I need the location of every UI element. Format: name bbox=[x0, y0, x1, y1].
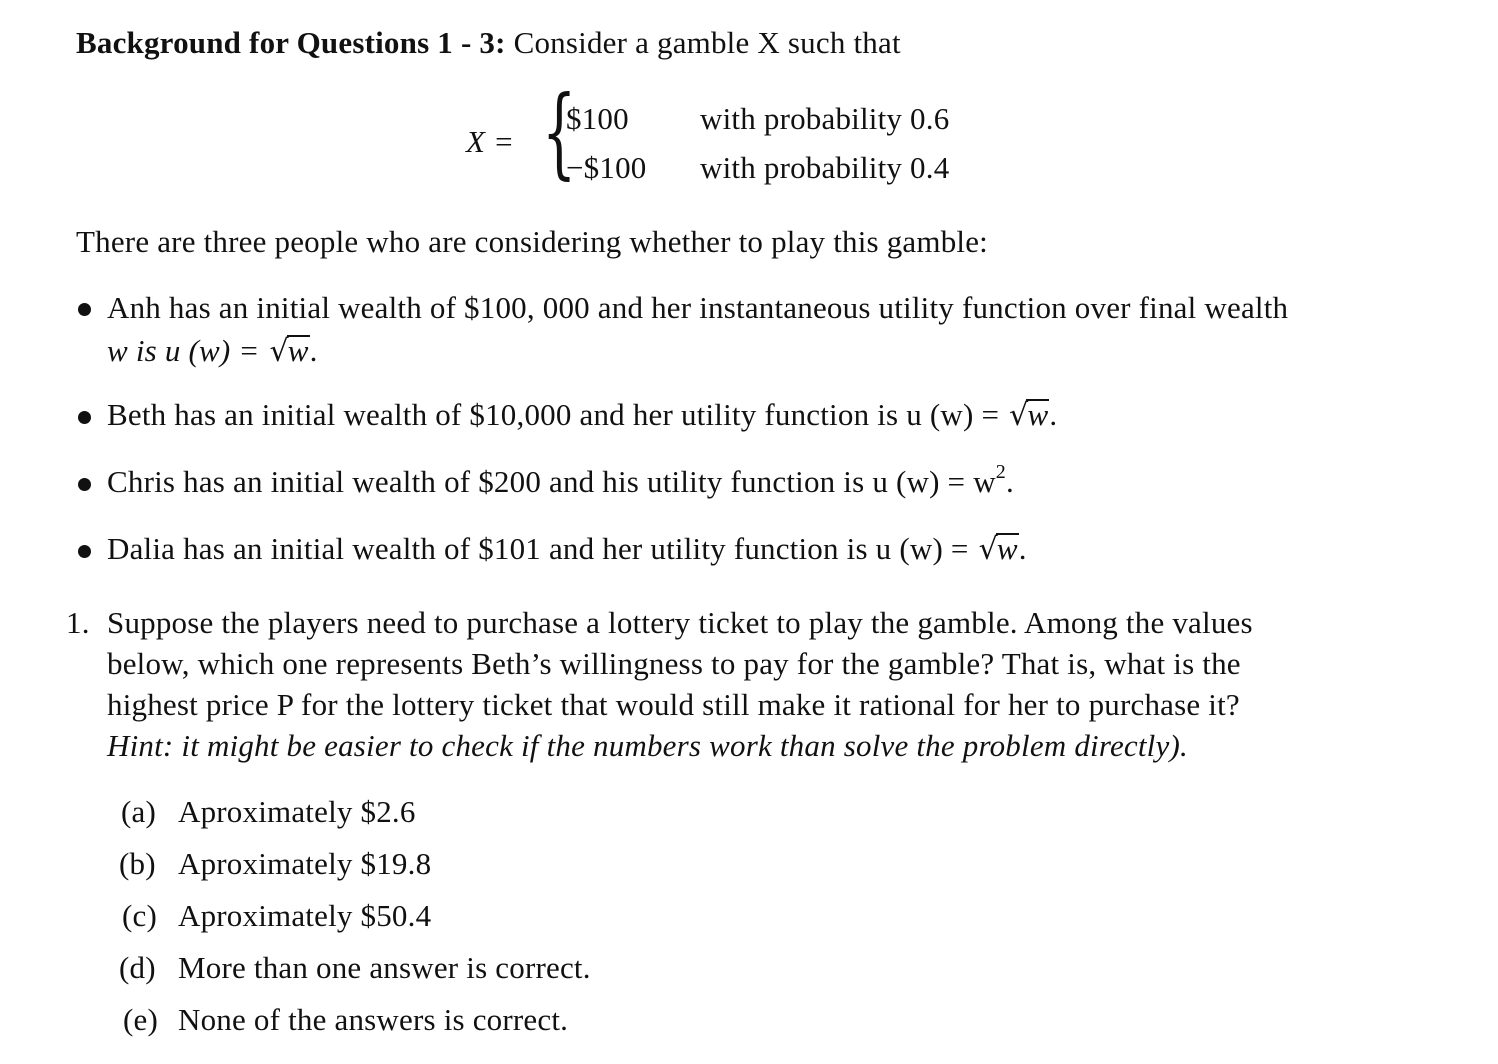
sqrt-formula: √w bbox=[269, 333, 309, 369]
question-hint: Hint: it might be easier to check if the numbers work than solve the problem directly). bbox=[107, 728, 1188, 763]
sqrt-formula: √w bbox=[1009, 397, 1049, 433]
person-beth: Beth has an initial wealth of $10,000 and her utility function is u (w) = √w. bbox=[107, 397, 1058, 433]
person-anh-line1: Anh has an initial wealth of $100, 000 and her instantaneous utility function over final wealth bbox=[107, 290, 1289, 325]
option-a-text: Aproximately $2.6 bbox=[178, 794, 416, 829]
background-heading bbox=[76, 25, 901, 61]
gamble-case-1-condition: with probability 0.6 bbox=[700, 101, 950, 136]
gamble-case-2-value: −$100 bbox=[566, 150, 647, 185]
bullet-icon bbox=[78, 303, 91, 316]
person-anh-formula-prefix: w is u (w) = bbox=[107, 333, 260, 368]
bullet-icon bbox=[78, 545, 91, 558]
person-anh-line2: w is u (w) = √w. bbox=[107, 333, 318, 369]
person-chris: Chris has an initial wealth of $200 and his utility function is u $(w) = w^2$. bbox=[107, 461, 1014, 499]
bullet-icon bbox=[78, 478, 91, 491]
person-chris-text: Chris has an initial wealth of $200 and his utility function is u (w) = w bbox=[107, 464, 996, 499]
gamble-brace: { bbox=[542, 76, 577, 190]
person-dalia-text: Dalia has an initial wealth of $101 and her utility function is u (w) = bbox=[107, 531, 969, 566]
gamble-case-1-value: $100 bbox=[566, 101, 629, 136]
option-c-text: Aproximately $50.4 bbox=[178, 898, 432, 933]
option-d-text: More than one answer is correct. bbox=[178, 950, 591, 985]
sqrt-formula: √w bbox=[978, 531, 1018, 567]
option-e-label: (e) bbox=[123, 1002, 159, 1037]
option-d-label: (d) bbox=[119, 950, 156, 985]
question-line-3: highest price P for the lottery ticket that would still make it rational for her to purchase it? bbox=[107, 687, 1240, 722]
question-number: 1. bbox=[66, 605, 90, 640]
person-beth-text: Beth has an initial wealth of $10,000 and her utility function is u (w) = bbox=[107, 397, 1000, 432]
gamble-case-2-condition: with probability 0.4 bbox=[700, 150, 950, 185]
gamble-lhs: X = bbox=[466, 124, 515, 159]
question-line-2: below, which one represents Beth’s willingness to pay for the gamble? That is, what is the bbox=[107, 646, 1241, 681]
background-heading-bold: Background for Questions 1 - 3: bbox=[76, 25, 506, 60]
person-dalia: Dalia has an initial wealth of $101 and her utility function is u (w) = √w. bbox=[107, 531, 1027, 567]
option-a-label: (a) bbox=[121, 794, 157, 829]
option-b-text: Aproximately $19.8 bbox=[178, 846, 432, 881]
question-line-1: Suppose the players need to purchase a lottery ticket to play the gamble. Among the values bbox=[107, 605, 1253, 640]
option-c-label: (c) bbox=[122, 898, 158, 933]
option-e-text: None of the answers is correct. bbox=[178, 1002, 569, 1037]
bullet-icon bbox=[78, 411, 91, 424]
intro-text: There are three people who are considering whether to play this gamble: bbox=[76, 224, 988, 259]
option-b-label: (b) bbox=[119, 846, 156, 881]
background-heading-rest: Consider a gamble X such that bbox=[513, 25, 901, 60]
person-chris-exponent: 2 bbox=[995, 461, 1006, 483]
